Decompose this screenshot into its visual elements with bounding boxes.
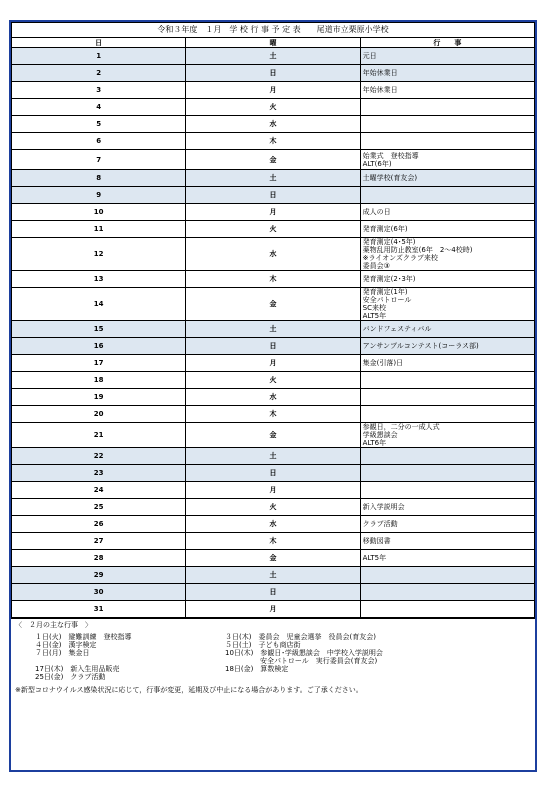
day-row xyxy=(12,204,535,221)
day-row xyxy=(12,116,535,133)
day-events xyxy=(360,465,534,482)
plan-item: 18日(金) 算数検定 xyxy=(225,665,289,673)
schedule-table xyxy=(11,22,535,618)
weekday: 金 xyxy=(186,550,360,567)
day-events xyxy=(360,372,534,389)
day-events xyxy=(360,516,534,533)
weekday: 日 xyxy=(186,338,360,355)
weekday: 木 xyxy=(186,406,360,423)
weekday: 火 xyxy=(186,499,360,516)
event-item: 年始休業日 xyxy=(362,69,398,77)
day-events xyxy=(360,238,534,271)
weekday: 月 xyxy=(186,482,360,499)
day-events xyxy=(360,82,534,99)
day-number: 25 xyxy=(12,499,186,516)
event-item: ALT5年 xyxy=(362,554,387,562)
weekday: 金 xyxy=(186,150,360,170)
day-number: 24 xyxy=(12,482,186,499)
next-month-section xyxy=(11,618,535,694)
day-events xyxy=(360,133,534,150)
day-events xyxy=(360,116,534,133)
day-number: 13 xyxy=(12,271,186,288)
day-events xyxy=(360,355,534,372)
weekday: 月 xyxy=(186,355,360,372)
day-number: 19 xyxy=(12,389,186,406)
event-item: 発育測定(1年) xyxy=(362,288,408,296)
plan-item: ３日(木) 委員会 児童会選挙 役員会(育友会) xyxy=(225,633,376,641)
day-number: 4 xyxy=(12,99,186,116)
event-item: 参観日，二分の一成人式 xyxy=(362,423,440,431)
event-item: 集金(引落)日 xyxy=(362,359,404,367)
day-row xyxy=(12,389,535,406)
day-row xyxy=(12,499,535,516)
weekday: 土 xyxy=(186,567,360,584)
weekday: 水 xyxy=(186,516,360,533)
weekday: 火 xyxy=(186,99,360,116)
day-number: 30 xyxy=(12,584,186,601)
plan-item: ５日(土) 子ども商店街 xyxy=(225,641,301,649)
col-day-header: 日 xyxy=(12,38,186,48)
day-number: 27 xyxy=(12,533,186,550)
day-number: 11 xyxy=(12,221,186,238)
event-item: 発育測定(4･5年) xyxy=(362,238,416,246)
event-item: 新入学説明会 xyxy=(362,503,405,511)
day-row xyxy=(12,238,535,271)
day-events xyxy=(360,423,534,448)
day-row xyxy=(12,423,535,448)
weekday: 土 xyxy=(186,448,360,465)
day-number: 17 xyxy=(12,355,186,372)
day-number: 20 xyxy=(12,406,186,423)
weekday: 金 xyxy=(186,423,360,448)
day-number: 21 xyxy=(12,423,186,448)
day-row xyxy=(12,448,535,465)
event-item: 成人の日 xyxy=(362,208,391,216)
weekday: 日 xyxy=(186,187,360,204)
event-item: 委員会③ xyxy=(362,262,390,270)
day-events xyxy=(360,221,534,238)
day-row xyxy=(12,150,535,170)
event-item: 発育測定(2･3年) xyxy=(362,275,416,283)
day-number: 29 xyxy=(12,567,186,584)
day-row xyxy=(12,271,535,288)
weekday: 水 xyxy=(186,238,360,271)
day-number: 5 xyxy=(12,116,186,133)
weekday: 日 xyxy=(186,65,360,82)
event-item: ALT(6年) xyxy=(362,159,392,168)
weekday: 土 xyxy=(186,321,360,338)
title-row xyxy=(12,23,535,38)
day-number: 22 xyxy=(12,448,186,465)
col-events-header: 行 事 xyxy=(360,38,534,48)
weekday: 木 xyxy=(186,533,360,550)
plan-item: １日(火) 避難訓練 登校指導 xyxy=(35,633,132,641)
day-row xyxy=(12,567,535,584)
day-events xyxy=(360,338,534,355)
next-month-title: 〈 ２月の主な行事 〉 xyxy=(15,621,92,629)
day-events xyxy=(360,601,534,618)
day-events xyxy=(360,48,534,65)
day-number: 9 xyxy=(12,187,186,204)
event-item: バンドフェスティバル xyxy=(362,325,432,333)
plan-column-right xyxy=(225,633,383,681)
day-row xyxy=(12,406,535,423)
plan-item: ４日(金) 漢字検定 xyxy=(35,641,97,649)
weekday: 月 xyxy=(186,601,360,618)
weekday: 月 xyxy=(186,204,360,221)
weekday: 日 xyxy=(186,465,360,482)
plan-item: 17日(木) 新入生用品販売 xyxy=(35,665,120,673)
event-item: 移動図書 xyxy=(362,537,391,545)
event-item: アンサンブルコンテスト(コーラス部) xyxy=(362,342,479,350)
plan-item xyxy=(35,657,225,665)
day-row xyxy=(12,48,535,65)
day-events xyxy=(360,170,534,187)
page-title: 令和３年度 １月 学 校 行 事 予 定 表 尾道市立栗原小学校 xyxy=(12,23,535,38)
day-events xyxy=(360,584,534,601)
day-number: 16 xyxy=(12,338,186,355)
day-number: 31 xyxy=(12,601,186,618)
day-number: 2 xyxy=(12,65,186,82)
day-events xyxy=(360,204,534,221)
day-row xyxy=(12,372,535,389)
day-row xyxy=(12,465,535,482)
event-item: ALT5年 xyxy=(362,312,387,320)
day-number: 14 xyxy=(12,288,186,321)
day-events xyxy=(360,533,534,550)
event-item: SC来校 xyxy=(362,304,386,312)
day-row xyxy=(12,321,535,338)
day-events xyxy=(360,482,534,499)
day-events xyxy=(360,499,534,516)
day-row xyxy=(12,288,535,321)
day-events xyxy=(360,550,534,567)
col-weekday-header: 曜 xyxy=(186,38,360,48)
weekday: 木 xyxy=(186,271,360,288)
day-row xyxy=(12,221,535,238)
day-events xyxy=(360,187,534,204)
weekday: 木 xyxy=(186,133,360,150)
day-row xyxy=(12,601,535,618)
day-row xyxy=(12,133,535,150)
event-item: 元日 xyxy=(362,52,377,60)
event-item: ALT6年 xyxy=(362,439,387,447)
day-number: 12 xyxy=(12,238,186,271)
plan-column-left xyxy=(35,633,225,681)
day-row xyxy=(12,533,535,550)
schedule-frame xyxy=(9,20,537,772)
day-number: 1 xyxy=(12,48,186,65)
day-number: 3 xyxy=(12,82,186,99)
day-row xyxy=(12,482,535,499)
day-events xyxy=(360,567,534,584)
day-events xyxy=(360,271,534,288)
day-row xyxy=(12,187,535,204)
day-events xyxy=(360,448,534,465)
plan-item xyxy=(225,673,383,681)
event-item: 学級懇談会 xyxy=(362,431,398,439)
weekday: 火 xyxy=(186,372,360,389)
weekday: 水 xyxy=(186,389,360,406)
header-row xyxy=(12,38,535,48)
weekday: 金 xyxy=(186,288,360,321)
day-number: 15 xyxy=(12,321,186,338)
event-item: 年始休業日 xyxy=(362,86,398,94)
day-events xyxy=(360,150,534,170)
notice-text: ※新型コロナウイルス感染状況に応じて，行事が変更，延期及び中止になる場合があります。ご了承ください。 xyxy=(15,686,363,694)
day-row xyxy=(12,99,535,116)
event-item: 薬物乱用防止教室(6年 2～4校時) xyxy=(362,246,473,254)
event-item: ※ライオンズクラブ来校 xyxy=(362,254,438,262)
event-item: 始業式 登校指導 xyxy=(362,151,419,160)
day-number: 10 xyxy=(12,204,186,221)
day-events xyxy=(360,65,534,82)
weekday: 土 xyxy=(186,48,360,65)
day-number: 26 xyxy=(12,516,186,533)
day-row xyxy=(12,82,535,99)
weekday: 月 xyxy=(186,82,360,99)
day-row xyxy=(12,550,535,567)
next-month-plans xyxy=(15,633,531,681)
weekday: 水 xyxy=(186,116,360,133)
day-events xyxy=(360,288,534,321)
plan-item: 10日(木) 参観日･学級懇談会 中学校入学説明会 xyxy=(225,649,383,657)
event-item: 発育測定(6年) xyxy=(362,225,408,233)
day-events xyxy=(360,389,534,406)
plan-item: 安全パトロール 実行委員会(育友会) xyxy=(225,657,378,665)
day-row xyxy=(12,65,535,82)
day-events xyxy=(360,99,534,116)
event-item: 土曜学校(育友会) xyxy=(362,174,418,182)
weekday: 火 xyxy=(186,221,360,238)
event-item: 安全パトロール xyxy=(362,296,412,304)
day-events xyxy=(360,406,534,423)
day-number: 6 xyxy=(12,133,186,150)
weekday: 日 xyxy=(186,584,360,601)
day-row xyxy=(12,516,535,533)
day-row xyxy=(12,338,535,355)
day-row xyxy=(12,170,535,187)
day-events xyxy=(360,321,534,338)
day-number: 28 xyxy=(12,550,186,567)
event-item: クラブ活動 xyxy=(362,520,398,528)
plan-item: ７日(月) 集金日 xyxy=(35,649,90,657)
day-number: 8 xyxy=(12,170,186,187)
weekday: 土 xyxy=(186,170,360,187)
day-number: 18 xyxy=(12,372,186,389)
plan-item: 25日(金) クラブ活動 xyxy=(35,673,106,681)
day-row xyxy=(12,355,535,372)
day-row xyxy=(12,584,535,601)
day-number: 23 xyxy=(12,465,186,482)
day-number: 7 xyxy=(12,150,186,170)
